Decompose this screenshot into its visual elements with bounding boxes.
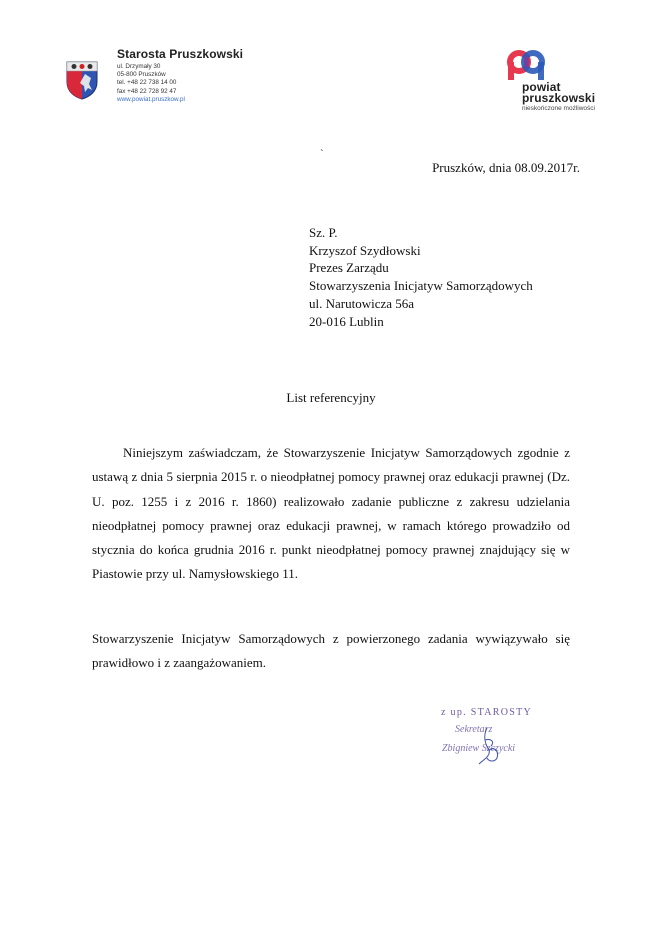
org-website-link[interactable]: www.powiat.pruszkow.pl — [117, 95, 185, 103]
body-paragraph-1: Niniejszym zaświadczam, że Stowarzyszenie Inicjatyw Samorządowych zgodnie z ustawą z dnia 5 sierpnia 2015 r. o nieodpłatnej pomocy prawnej oraz edukacji prawnej (Dz. U. poz. 1255 i z 2016 r. 1860) realizowało zadanie publiczne z zakresu udzielania nieodpłatnej pomocy prawnej oraz edukacji prawnej, w ramach którego prowadziło od stycznia do końca grudnia 2016 r. punkt nieodpłatnej pomocy prawnej znajdujący się w Piastowie przy ul. Namysłowskiego 11. — [92, 445, 570, 582]
logo-word-powiat: powiat — [522, 80, 561, 94]
powiat-logo-text — [522, 82, 595, 113]
signature-stamp — [425, 700, 555, 770]
org-header — [117, 47, 243, 104]
org-address-city: 05-800 Pruszków — [117, 71, 166, 79]
stamp-line-role: Sekretarz — [455, 724, 493, 735]
org-phone: tel. +48 22 738 14 00 — [117, 79, 177, 87]
stray-mark: ` — [320, 148, 324, 160]
logo-word-pruszkowski: pruszkowski — [522, 91, 596, 105]
recipient-position: Prezes Zarządu — [309, 260, 389, 276]
powiat-logo-icon — [505, 48, 549, 82]
recipient-salutation: Sz. P. — [309, 225, 338, 240]
stamp-line-name: Zbigniew Szczycki — [442, 743, 516, 754]
recipient-organization: Stowarzyszenia Inicjatyw Samorządowych — [309, 278, 533, 294]
org-address-street: ul. Drzymały 30 — [117, 63, 161, 70]
body-paragraph-2: Stowarzyszenie Inicjatyw Samorządowych z powierzonego zadania wywiązywało się prawidłowo i z zaangażowaniem. — [92, 631, 570, 671]
stamp-line-authority: z up. STAROSTY — [441, 707, 533, 718]
recipient-address — [309, 224, 533, 330]
letter-title: List referencyjny — [286, 390, 376, 405]
org-name: Starosta Pruszkowski — [117, 47, 244, 61]
recipient-name: Krzyszof Szydłowski — [309, 242, 421, 258]
logo-tagline: nieskończone możliwości — [522, 105, 595, 112]
handwritten-signature-icon — [425, 700, 555, 770]
place-date: Pruszków, dnia 08.09.2017r. — [432, 160, 580, 175]
recipient-street: ul. Narutowicza 56a — [309, 295, 415, 311]
recipient-city: 20-016 Lublin — [309, 313, 384, 329]
coat-of-arms-icon — [65, 60, 99, 100]
org-fax: fax +48 22 728 92 47 — [117, 87, 177, 95]
